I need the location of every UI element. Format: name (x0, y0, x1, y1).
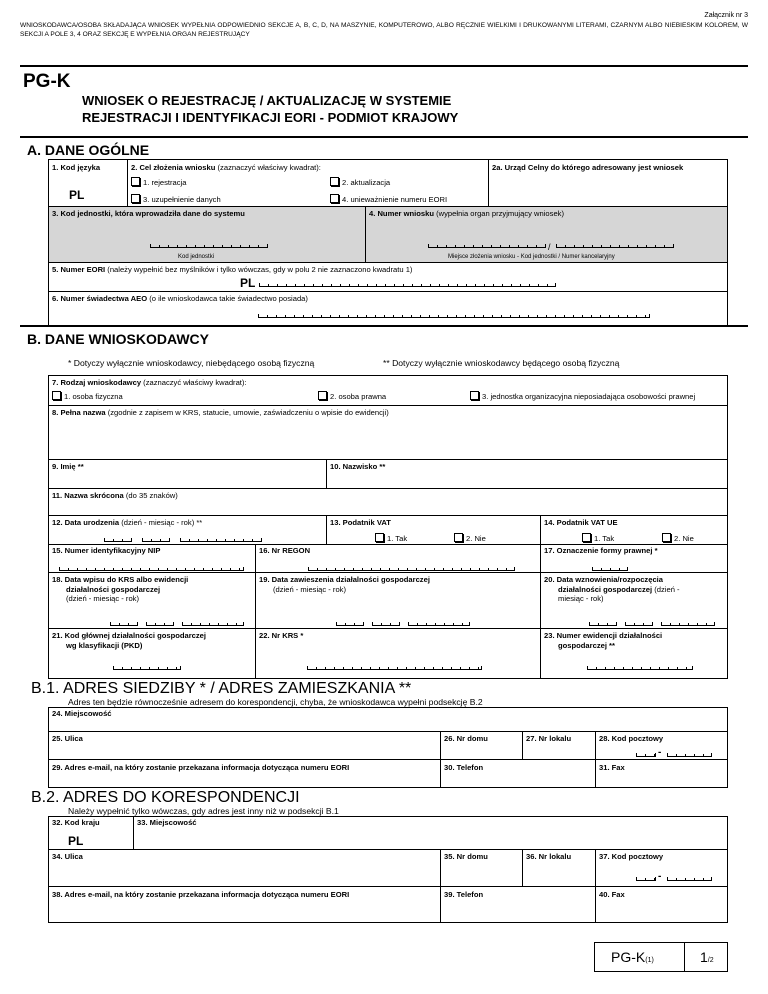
f32-label: 32. Kod kraju (52, 818, 100, 827)
f40-label: 40. Fax (599, 890, 625, 899)
checkbox[interactable] (330, 177, 339, 186)
f33-label: 33. Miejscowość (137, 818, 197, 827)
f27-label: 27. Nr lokalu (526, 734, 572, 743)
f3-label: 3. Kod jednostki, która wprowadziła dane do systemu (52, 209, 245, 218)
form-title-line2: REJESTRACJI I IDENTYFIKACJI EORI - PODMIOT KRAJOWY (82, 110, 459, 125)
f18-month-comb[interactable] (146, 622, 174, 626)
f20-year-comb[interactable] (661, 622, 715, 626)
annex-label: Załącznik nr 3 (704, 12, 748, 19)
checkbox[interactable] (131, 177, 140, 186)
f32-value[interactable]: PL (68, 834, 84, 848)
f20-label-line3: miesiąc - rok) (558, 594, 604, 603)
f17-label: 17. Oznaczenie formy prawnej * (544, 546, 658, 555)
f4-unit-comb[interactable] (428, 244, 546, 248)
f14-yes[interactable]: 1. Tak (582, 533, 614, 543)
f18-day-comb[interactable] (110, 622, 138, 626)
f5-label: 5. Numer EORI (52, 265, 106, 274)
section-a-title: A. DANE OGÓLNE (27, 142, 150, 158)
f4-note: (wypełnia organ przyjmujący wniosek) (436, 209, 565, 218)
f7-option-3[interactable]: 3. jednostka organizacyjna nieposiadająca osobowości prawnej (470, 391, 695, 401)
f19-month-comb[interactable] (372, 622, 400, 626)
f30-label: 30. Telefon (444, 763, 484, 772)
f2-label: 2. Cel złożenia wniosku (131, 163, 216, 172)
f3-comb-field[interactable] (150, 244, 268, 248)
checkbox[interactable] (52, 391, 61, 400)
f23-label-line2: gospodarczej ** (558, 640, 615, 650)
f26-label: 26. Nr domu (444, 734, 488, 743)
f22-krs-comb[interactable] (307, 666, 482, 670)
page-number: 1/2 (700, 949, 714, 965)
f2-option-1[interactable]: 1. rejestracja (131, 177, 186, 187)
f25-label: 25. Ulica (52, 734, 83, 743)
f20-label-line2b: (dzień - (654, 584, 680, 594)
f5-prefix: PL (240, 276, 256, 290)
f4-caption: Miejsce złożenia wniosku - Kod jednostki / Numer kancelaryjny (448, 254, 615, 260)
f4-number-comb[interactable] (556, 244, 674, 248)
f36-label: 36. Nr lokalu (526, 852, 572, 861)
f35-label: 35. Nr domu (444, 852, 488, 861)
f21-pkd-comb[interactable] (113, 666, 181, 670)
f2-option-3[interactable]: 3. uzupełnienie danych (131, 194, 221, 204)
section-b-note-1: * Dotyczy wyłącznie wnioskodawcy, niebędącego osobą fizyczną (68, 358, 315, 368)
f23-label-line1: 23. Numer ewidencji działalności (544, 631, 663, 640)
f5-eori-comb[interactable] (259, 283, 556, 287)
f15-nip-comb[interactable] (59, 567, 244, 571)
f23-comb[interactable] (587, 666, 693, 670)
section-b2-title: B.2. ADRES DO KORESPONDENCJI (31, 789, 300, 806)
f8-note: (zgodnie z zapisem w KRS, statucie, umowie, zaświadczeniu o wpisie do ewidencji) (107, 408, 389, 417)
form-title-line1: WNIOSEK O REJESTRACJĘ / AKTUALIZACJĘ W SYSTEMIE (82, 93, 452, 108)
form-code: PG-K (23, 71, 71, 92)
f13-yes[interactable]: 1. Tak (375, 533, 407, 543)
f14-label: 14. Podatnik VAT UE (544, 518, 618, 527)
checkbox[interactable] (330, 194, 339, 203)
f20-month-comb[interactable] (625, 622, 653, 626)
f18-label-line3: (dzień - miesiąc - rok) (66, 594, 139, 603)
f2-option-4[interactable]: 4. unieważnienie numeru EORI (330, 194, 447, 204)
f7-option-2[interactable]: 2. osoba prawna (318, 391, 386, 401)
f5-note: (należy wypełnić bez myślników i tylko wówczas, gdy w polu 2 nie zaznaczono kwadratu 1) (107, 265, 413, 274)
checkbox[interactable] (454, 533, 463, 542)
f28-part2-comb[interactable] (667, 753, 712, 757)
f21-label-line2: wg klasyfikacji (PKD) (66, 640, 143, 650)
f6-note: (o ile wnioskodawca takie świadectwo posiada) (149, 294, 308, 303)
f29-label: 29. Adres e-mail, na który zostanie przekazana informacja dotycząca numeru EORI (52, 763, 350, 772)
f20-label-line1: 20. Data wznowienia/rozpoczęcia (544, 575, 664, 584)
checkbox[interactable] (131, 194, 140, 203)
f11-label: 11. Nazwa skrócona (52, 491, 124, 500)
f19-label-line2: (dzień - miesiąc - rok) (273, 584, 346, 594)
f2-option-2[interactable]: 2. aktualizacja (330, 177, 390, 187)
f39-label: 39. Telefon (444, 890, 484, 899)
f6-aeo-comb[interactable] (258, 314, 650, 318)
f13-label: 13. Podatnik VAT (330, 518, 391, 527)
f1-value[interactable]: PL (69, 188, 85, 202)
f37-part1-comb[interactable] (636, 877, 656, 881)
f13-no[interactable]: 2. Nie (454, 533, 486, 543)
f20-label-line2: działalności gospodarczej (558, 584, 653, 594)
f2-note: (zaznaczyć właściwy kwadrat): (217, 163, 321, 172)
f37-label: 37. Kod pocztowy (599, 852, 664, 861)
f24-label: 24. Miejscowość (52, 709, 112, 718)
section-b-note-2: ** Dotyczy wyłącznie wnioskodawcy będącego osobą fizyczną (383, 358, 620, 368)
f4-label: 4. Numer wniosku (369, 209, 434, 218)
footer-form-code: PG-K(1) (611, 949, 654, 965)
checkbox[interactable] (318, 391, 327, 400)
f18-label-line2: działalności gospodarczej (66, 584, 161, 594)
section-b1-note: Adres ten będzie równocześnie adresem do korespondencji, chyba, że wnioskodawca wypełni podsekcję B.2 (68, 697, 483, 707)
f28-label: 28. Kod pocztowy (599, 734, 664, 743)
f22-label: 22. Nr KRS * (259, 631, 304, 640)
checkbox[interactable] (375, 533, 384, 542)
f12-month-comb[interactable] (142, 538, 170, 542)
f7-option-1[interactable]: 1. osoba fizyczna (52, 391, 123, 401)
f15-label: 15. Numer identyfikacyjny NIP (52, 546, 161, 555)
f18-year-comb[interactable] (182, 622, 244, 626)
f34-label: 34. Ulica (52, 852, 83, 861)
f8-label: 8. Pełna nazwa (52, 408, 106, 417)
f12-note: (dzień - miesiąc - rok) ** (121, 518, 203, 527)
f18-label-line1: 18. Data wpisu do KRS albo ewidencji (52, 575, 189, 584)
f20-day-comb[interactable] (589, 622, 617, 626)
section-b2-note: Należy wypełnić tylko wówczas, gdy adres jest inny niż w podsekcji B.1 (68, 806, 339, 816)
f21-label-line1: 21. Kod głównej działalności gospodarczej (52, 631, 207, 640)
f31-label: 31. Fax (599, 763, 625, 772)
checkbox[interactable] (470, 391, 479, 400)
f1-label: 1. Kod języka (52, 163, 101, 172)
f37-dash: - (658, 871, 662, 882)
f4-separator: / (548, 242, 551, 252)
f28-dash: - (658, 747, 662, 758)
f10-label: 10. Nazwisko ** (330, 462, 386, 471)
f37-part2-comb[interactable] (667, 877, 712, 881)
section-b-title: B. DANE WNIOSKODAWCY (27, 331, 209, 347)
f38-label: 38. Adres e-mail, na który zostanie przekazana informacja dotycząca numeru EORI (52, 890, 350, 899)
section-b1-title: B.1. ADRES SIEDZIBY * / ADRES ZAMIESZKANIA ** (31, 680, 412, 697)
f11-note: (do 35 znaków) (125, 491, 178, 500)
f12-year-comb[interactable] (180, 538, 262, 542)
checkbox[interactable] (662, 533, 671, 542)
f19-day-comb[interactable] (336, 622, 364, 626)
f19-year-comb[interactable] (408, 622, 470, 626)
f28-part1-comb[interactable] (636, 753, 656, 757)
f7-label: 7. Rodzaj wnioskodawcy (52, 378, 142, 387)
checkbox[interactable] (582, 533, 591, 542)
f9-label: 9. Imię ** (52, 462, 84, 471)
f14-no[interactable]: 2. Nie (662, 533, 694, 543)
f7-note: (zaznaczyć właściwy kwadrat): (143, 378, 247, 387)
f6-label: 6. Numer świadectwa AEO (52, 294, 148, 303)
f16-label: 16. Nr REGON (259, 546, 311, 555)
f12-label: 12. Data urodzenia (52, 518, 120, 527)
f2a-label: 2a. Urząd Celny do którego adresowany jest wniosek (492, 163, 684, 172)
f17-form-comb[interactable] (592, 567, 628, 571)
f16-regon-comb[interactable] (308, 567, 515, 571)
f12-day-comb[interactable] (104, 538, 132, 542)
fill-instruction: WNIOSKODAWCA/OSOBA SKŁADAJĄCA WNIOSEK WYPEŁNIA ODPOWIEDNIO SEKCJE A, B, C, D, NA MASZYNIE, KOMPUTEROWO, ALBO RĘCZNIE WIELKIMI I DRUKOWANYMI LITERAMI, CZARNYM ALBO NIEBIESKIM KOLOREM, W SEKCJI A POLE 3, 4 ORAZ SEKCJĘ E WYPEŁNIA ORGAN REJESTRUJĄCY (20, 22, 748, 38)
f19-label-line1: 19. Data zawieszenia działalności gospodarczej (259, 575, 430, 584)
f3-caption: Kod jednostki (178, 254, 215, 260)
